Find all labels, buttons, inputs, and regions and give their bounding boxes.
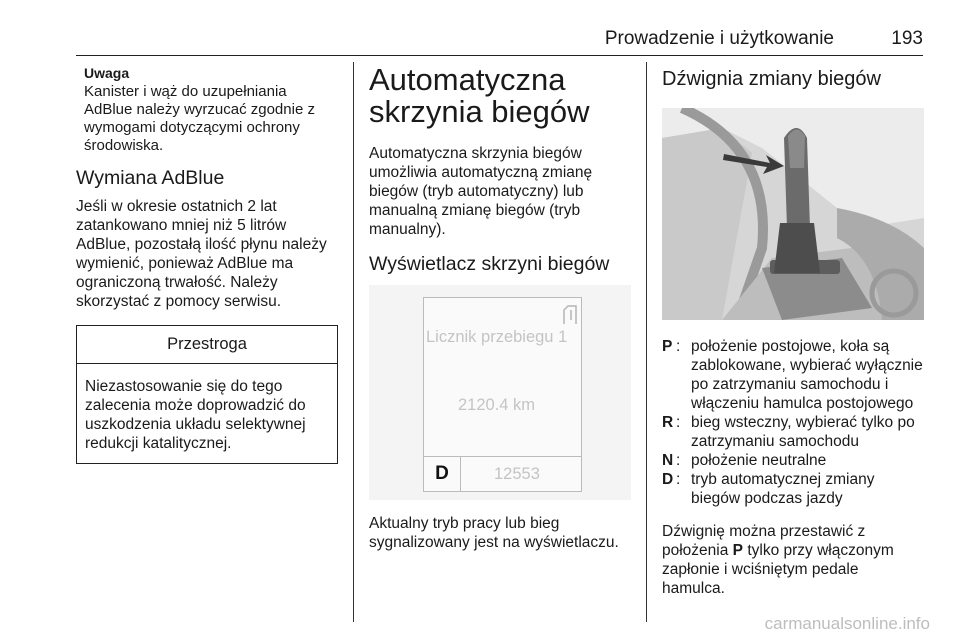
display-heading: Wyświetlacz skrzyni biegów (369, 253, 610, 275)
page-number: 193 (891, 28, 923, 49)
paragraph-text: Dźwignię można przestawić z położenia (662, 523, 866, 559)
legend-key: P (662, 338, 673, 355)
legend-text: bieg wsteczny, wybierać tylko po zatrzymaniu samochodu (691, 414, 915, 450)
legend-text: tryb automatycznej zmiany biegów podczas jazdy (691, 471, 875, 507)
note-text: Kanister i wąż do uzupełniania AdBlue należy wyrzucać zgodnie z wymogami dotyczącymi ochrony środowiska. (84, 83, 315, 154)
note-title: Uwaga (84, 65, 130, 81)
legend-row-r (662, 413, 924, 451)
legend-text: położenie neutralne (691, 452, 827, 469)
gear-lever-paragraph (662, 522, 924, 598)
display-frame (423, 297, 582, 492)
legend-key: D (662, 471, 674, 488)
watermark: carmanualsonline.info (764, 614, 930, 633)
warning-text: Niezastosowanie się do tego zalecenia może doprowadzić do uszkodzenia układu selektywnej redukcji katalitycznej. (85, 378, 306, 452)
gear-lever-photo (662, 108, 924, 320)
paragraph-text: tylko przy włączonym zapłonie i wciśniętym pedale hamulca. (662, 542, 894, 597)
legend-row-n (662, 451, 924, 470)
gearbox-intro: Automatyczna skrzynia biegów umożliwia automatyczną zmianę biegów (tryb automatyczny) lub manualną zmianę biegów (tryb manualny). (369, 145, 593, 238)
section-heading-gear-lever: Dźwignia zmiany biegów (662, 68, 881, 90)
legend-text: położenie postojowe, koła są zablokowane, wybierać wyłącznie po zatrzymaniu samochodu i włączeniu hamulca postojowego (691, 338, 923, 412)
display-odometer: 12553 (494, 465, 540, 483)
legend-row-p (662, 337, 924, 413)
display-bottom-bar (424, 456, 581, 491)
legend-key: N (662, 452, 674, 469)
gearbox-display-figure (369, 285, 631, 500)
page-corner-icon (563, 305, 577, 325)
column-divider-2 (646, 62, 647, 622)
adblue-paragraph: Jeśli w okresie ostatnich 2 lat zatankowano mniej niż 5 litrów AdBlue, pozostałą ilość płynu należy wymienić, ponieważ AdBlue ma ograniczoną trwałość. Należy skorzystać z pomocy serwisu. (76, 198, 327, 310)
section-heading-adblue: Wymiana AdBlue (76, 167, 225, 189)
column-middle (369, 64, 631, 552)
header-rule (76, 55, 923, 56)
legend-key: R (662, 414, 674, 431)
display-trip-title: Licznik przebiegu 1 (426, 328, 568, 346)
legend-separator: : (676, 452, 681, 469)
section-title-automatic-gearbox: Automatyczna skrzynia biegów (369, 62, 590, 129)
header-title: Prowadzenie i użytkowanie (604, 28, 834, 49)
warning-title: Przestroga (77, 326, 337, 364)
display-trip-distance: 2120.4 km (458, 396, 536, 414)
column-right (662, 64, 924, 598)
gear-position-legend (662, 337, 924, 508)
column-divider-1 (353, 62, 354, 622)
paragraph-bold-key: P (732, 542, 744, 559)
warning-box (76, 325, 338, 464)
legend-separator: : (676, 414, 681, 431)
legend-separator: : (676, 338, 681, 355)
display-caption: Aktualny tryb pracy lub bieg sygnalizowany jest na wyświetlaczu. (369, 515, 619, 551)
legend-separator: : (676, 471, 681, 488)
display-gear-indicator: D (424, 457, 461, 491)
column-left (76, 64, 338, 464)
legend-row-d (662, 470, 924, 508)
